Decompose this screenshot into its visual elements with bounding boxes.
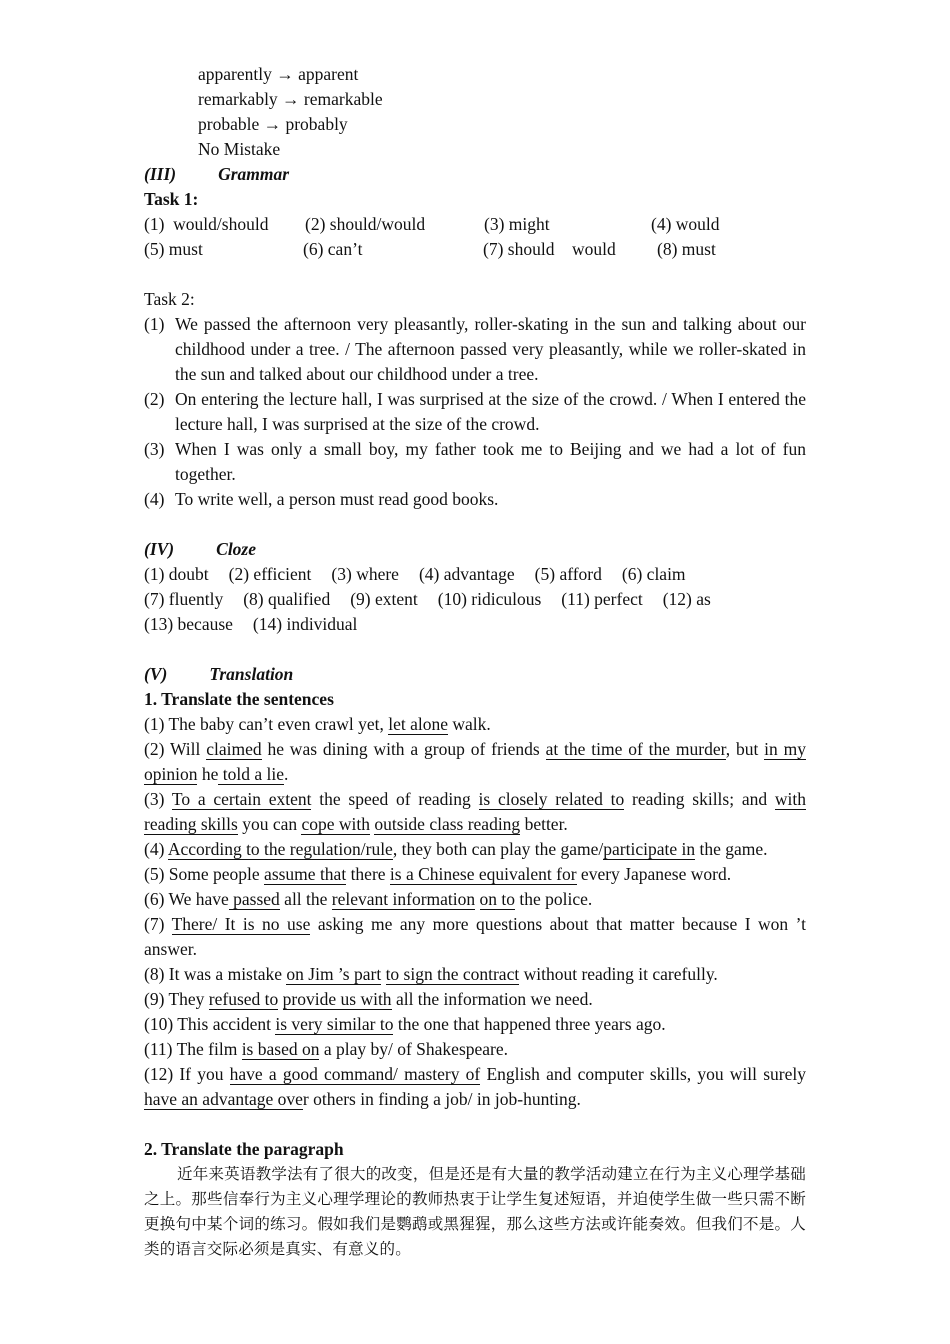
- sentence-text: without reading it carefully.: [519, 964, 718, 984]
- sentence-text: there: [346, 864, 390, 884]
- answer: (6) can’t: [303, 239, 363, 259]
- sentence-text: (5) Some people: [144, 864, 265, 884]
- correction-item: apparently → apparent: [198, 64, 359, 84]
- cloze-answer: (14) individual: [252, 614, 358, 634]
- item-number: (1): [144, 314, 165, 334]
- section-title: Cloze: [216, 539, 257, 559]
- chinese-paragraph: 近年来英语教学法有了很大的改变，但是还是有大量的教学活动建立在行为主义心理学基础之上。那些信奉行为主义心理学理论的教师热衷于让学生复述短语，并迫使学生做一些只需不断更换句中某个词的练习。假如我们是鹦鹉或黑猩猩，那么这些方法或许能奏效。但我们不是。人类的语言交际必须是真实、有意义的。: [144, 1165, 806, 1258]
- item-number: (3): [144, 439, 165, 459]
- task2-list: [144, 312, 806, 512]
- sentence-text: (9) They: [144, 989, 209, 1009]
- sentence-text: better.: [520, 814, 568, 834]
- underlined-phrase: to sign the contract: [385, 964, 520, 984]
- section-heading-translation: [144, 662, 806, 687]
- section-number: (III): [144, 164, 177, 184]
- item-number: (4): [144, 489, 165, 509]
- paragraph-label: 2. Translate the paragraph: [144, 1139, 344, 1159]
- cloze-answer: (4) advantage: [418, 564, 515, 584]
- section-number: (IV): [144, 539, 175, 559]
- cloze-answer: (13) because: [144, 614, 233, 634]
- sentence-text: he: [197, 764, 219, 784]
- task2-item: [144, 312, 806, 387]
- sentences-label: 1. Translate the sentences: [144, 689, 334, 709]
- translation-sentence: [144, 737, 806, 787]
- translation-sentence: [144, 1062, 806, 1112]
- underlined-phrase: at the time of the murder: [545, 739, 726, 759]
- item-text: We passed the afternoon very pleasantly, roller-skating in the sun and talking about our childhood under a tree. / The afternoon passed very pleasantly, while we roller-skated in the sun and talked about our childhood under a tree.: [175, 314, 806, 384]
- section-title: Grammar: [218, 164, 290, 184]
- translation-sentences: [144, 712, 806, 1112]
- sentence-text: , but: [725, 739, 765, 759]
- underlined-phrase: cope with: [301, 814, 371, 834]
- translation-sentence: [144, 712, 806, 737]
- cloze-answer: (8) qualified: [243, 589, 331, 609]
- task1-row: [144, 212, 806, 237]
- sentence-text: all the: [279, 889, 332, 909]
- answer: (7) should would: [483, 239, 616, 259]
- underlined-phrase: According to the regulation/rule: [167, 839, 393, 859]
- section-number: (V): [144, 664, 168, 684]
- task2-item: [144, 437, 806, 487]
- cloze-row: [144, 587, 806, 612]
- sentence-text: walk.: [448, 714, 491, 734]
- answer: (1) would/should: [144, 214, 269, 234]
- underlined-phrase: is closely related to: [478, 789, 625, 809]
- correction-item: probable → probably: [198, 114, 348, 134]
- cloze-answer: (3) where: [331, 564, 399, 584]
- underlined-phrase: outside class reading: [374, 814, 521, 834]
- task2-item: [144, 487, 806, 512]
- sentence-text: every Japanese word.: [576, 864, 732, 884]
- underlined-phrase: To a certain extent: [171, 789, 312, 809]
- cloze-answer: (10) ridiculous: [437, 589, 542, 609]
- cloze-answer: (5) afford: [534, 564, 602, 584]
- answer: (5) must: [144, 239, 203, 259]
- answer: (4) would: [651, 214, 720, 234]
- section-heading-grammar: [144, 162, 806, 187]
- answer: (3) might: [484, 214, 550, 234]
- sentence-text: the game.: [695, 839, 768, 859]
- item-number: (2): [144, 389, 165, 409]
- underlined-phrase: relevant information: [331, 889, 476, 909]
- underlined-phrase: is very similar to: [275, 1014, 394, 1034]
- cloze-answer: (12) as: [662, 589, 711, 609]
- cloze-answer: (7) fluently: [144, 589, 224, 609]
- translation-sentence: [144, 912, 806, 962]
- underlined-phrase: assume that: [264, 864, 347, 884]
- sentence-text: you can: [237, 814, 302, 834]
- task2-item: [144, 387, 806, 437]
- correction-item: remarkably → remarkable: [198, 89, 383, 109]
- underlined-phrase: refused to: [208, 989, 279, 1009]
- task1-row: [144, 237, 806, 262]
- sentence-text: the one that happened three years ago.: [393, 1014, 666, 1034]
- translation-sentence: [144, 1012, 806, 1037]
- underlined-phrase: passed: [228, 889, 280, 909]
- cloze-answer: (6) claim: [621, 564, 686, 584]
- section-heading-cloze: [144, 537, 806, 562]
- underlined-phrase: in my opinion: [144, 739, 806, 784]
- sentence-text: (2) Will: [144, 739, 207, 759]
- sentence-text: , they both can play the game/: [392, 839, 604, 859]
- sentence-text: a play by/ of Shakespeare.: [319, 1039, 509, 1059]
- item-text: On entering the lecture hall, I was surprised at the size of the crowd. / When I entered the lecture hall, I was surprised at the size of the crowd.: [175, 389, 806, 434]
- sentence-text: the speed of reading: [311, 789, 479, 809]
- sentence-text: .: [284, 764, 289, 784]
- answer: (8) must: [657, 239, 716, 259]
- translation-sentence: [144, 837, 806, 862]
- underlined-phrase: on Jim ’s part: [286, 964, 382, 984]
- sentence-text: the police.: [515, 889, 593, 909]
- sentence-text: asking me any more questions about that matter because I won ’t answer.: [144, 914, 807, 959]
- sentence-text: (1) The baby can’t even crawl yet,: [144, 714, 389, 734]
- translation-sentence: [144, 962, 806, 987]
- translation-sentence: [144, 862, 806, 887]
- cloze-row: [144, 612, 806, 637]
- sentence-text: (10) This accident: [144, 1014, 276, 1034]
- sentence-text: English and computer skills, you will surely: [480, 1064, 806, 1084]
- cloze-answers: [144, 562, 806, 637]
- task2-label: Task 2:: [144, 289, 195, 309]
- translation-sentence: [144, 987, 806, 1012]
- sentence-text: (12) If you: [144, 1064, 230, 1084]
- underlined-phrase: is based on: [241, 1039, 320, 1059]
- sentence-text: (8) It was a mistake: [144, 964, 287, 984]
- item-text: To write well, a person must read good books.: [175, 489, 499, 509]
- underlined-phrase: is a Chinese equivalent for: [389, 864, 577, 884]
- sentence-text: reading skills; and: [624, 789, 775, 809]
- sentence-text: (4): [144, 839, 168, 859]
- underlined-phrase: have a good command/ mastery of: [229, 1064, 481, 1084]
- translation-sentence: [144, 787, 806, 837]
- underlined-phrase: have an advantage ove: [144, 1089, 303, 1109]
- sentence-text: [475, 889, 479, 909]
- underlined-phrase: provide us with: [282, 989, 392, 1009]
- document-page: [144, 62, 806, 1262]
- cloze-answer: (11) perfect: [561, 589, 643, 609]
- task1-label: Task 1:: [144, 189, 199, 209]
- translation-sentence: [144, 887, 806, 912]
- sentence-text: (3): [144, 789, 172, 809]
- section-title: Translation: [209, 664, 294, 684]
- cloze-answer: (2) efficient: [228, 564, 312, 584]
- underlined-phrase: on to: [479, 889, 516, 909]
- cloze-answer: (9) extent: [350, 589, 418, 609]
- underlined-phrase: claimed: [206, 739, 262, 759]
- underlined-phrase: let alone: [388, 714, 449, 734]
- cloze-row: [144, 562, 806, 587]
- underlined-phrase: participate in: [603, 839, 696, 859]
- sentence-text: [381, 964, 385, 984]
- underlined-phrase: told a lie: [218, 764, 284, 784]
- sentence-text: r others in finding a job/ in job-hunting.: [302, 1089, 581, 1109]
- sentence-text: (7): [144, 914, 172, 934]
- sentence-text: (11) The film: [144, 1039, 242, 1059]
- answer: (2) should/would: [305, 214, 426, 234]
- cloze-answer: (1) doubt: [144, 564, 209, 584]
- sentence-text: he was dining with a group of friends: [261, 739, 546, 759]
- underlined-phrase: with reading skills: [144, 789, 806, 834]
- translation-sentence: [144, 1037, 806, 1062]
- sentence-text: (6) We have: [144, 889, 229, 909]
- correction-item: No Mistake: [198, 139, 281, 159]
- sentence-text: all the information we need.: [391, 989, 593, 1009]
- underlined-phrase: There/ It is no use: [171, 914, 311, 934]
- item-text: When I was only a small boy, my father took me to Beijing and we had a lot of fun together.: [175, 439, 806, 484]
